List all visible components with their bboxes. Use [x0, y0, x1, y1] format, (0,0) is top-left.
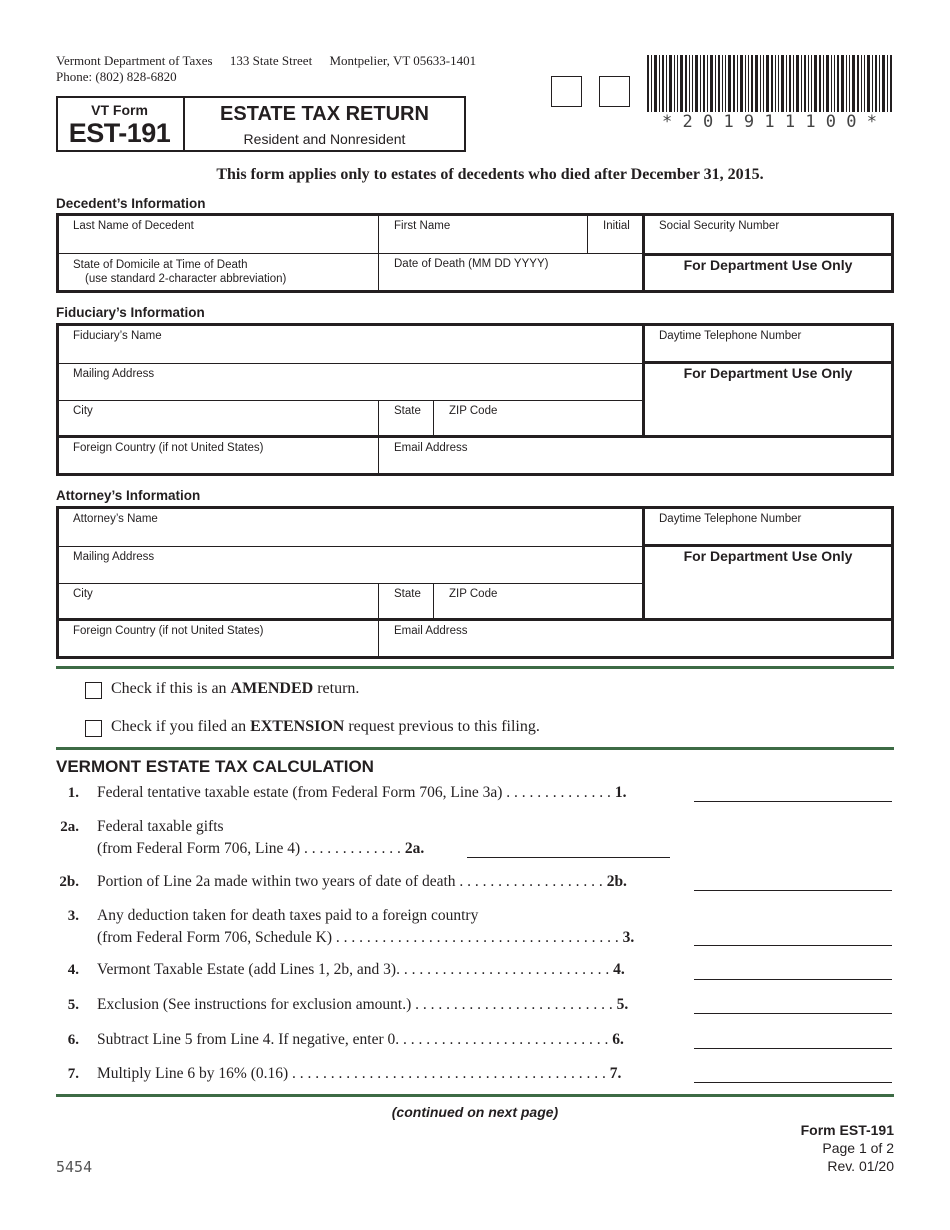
form-subtitle: Resident and Nonresident	[243, 131, 406, 147]
fiduciary-zip-field[interactable]: ZIP Code	[449, 405, 498, 417]
footer-code: 5454	[56, 1158, 93, 1176]
attorney-phone-field[interactable]: Daytime Telephone Number	[659, 513, 802, 525]
fiduciary-name-field[interactable]: Fiduciary’s Name	[73, 330, 162, 342]
agency-phone: Phone: (802) 828-6820	[56, 69, 177, 84]
fiduciary-section-heading: Fiduciary’s Information	[56, 305, 205, 320]
line-3-input[interactable]	[694, 945, 892, 946]
attorney-country-field[interactable]: Foreign Country (if not United States)	[73, 625, 264, 637]
extension-checkbox[interactable]	[85, 720, 102, 737]
line-label: Portion of Line 2a made within two years of date of death . . . . . . . . . . . . . . . . . . . 2b.	[97, 873, 627, 890]
footer-page: Page 1 of 2	[822, 1140, 894, 1156]
fiduciary-phone-field[interactable]: Daytime Telephone Number	[659, 330, 802, 342]
line-7-input[interactable]	[694, 1082, 892, 1083]
attorney-city-field[interactable]: City	[73, 588, 93, 600]
line-label: (from Federal Form 706, Line 4) . . . . . . . . . . . . . 2a.	[97, 840, 425, 857]
scan-box-left	[551, 76, 582, 107]
form-number: EST-191	[68, 118, 171, 148]
fiduciary-city-field[interactable]: City	[73, 405, 93, 417]
agency-address-line	[56, 53, 476, 69]
attorney-email-field[interactable]: Email Address	[394, 625, 468, 637]
form-id-box	[56, 96, 466, 152]
attorney-state-field[interactable]: State	[394, 588, 421, 600]
form-applicability-notice: This form applies only to estates of decedents who died after December 31, 2015.	[216, 166, 764, 183]
fiduciary-email-field[interactable]: Email Address	[394, 442, 468, 454]
decedent-grid	[56, 213, 894, 293]
amended-label: Check if this is an AMENDED return.	[111, 680, 360, 697]
barcode-icon	[647, 55, 892, 112]
fiduciary-state-field[interactable]: State	[394, 405, 421, 417]
domicile-field[interactable]	[59, 254, 378, 290]
fiduciary-country-field[interactable]: Foreign Country (if not United States)	[73, 442, 264, 454]
domicile-label: State of Domicile at Time of Death	[73, 259, 248, 271]
decedent-dept-use: For Department Use Only	[683, 257, 853, 273]
fiduciary-address-field[interactable]: Mailing Address	[73, 368, 155, 380]
attorney-section-heading: Attorney’s Information	[56, 488, 201, 503]
attorney-name-field[interactable]: Attorney’s Name	[73, 513, 158, 525]
initial-field[interactable]: Initial	[603, 220, 630, 232]
agency-city: Montpelier, VT 05633-1401	[329, 53, 477, 68]
line-label: Exclusion (See instructions for exclusion amount.) . . . . . . . . . . . . . . . . . . . . . . . . . . 5.	[97, 996, 629, 1013]
line-number: 4.	[67, 962, 79, 978]
line-label: Federal taxable gifts	[97, 818, 224, 835]
attorney-dept-use: For Department Use Only	[683, 548, 853, 564]
section-divider	[56, 747, 894, 750]
agency-street: 133 State Street	[229, 53, 313, 68]
line-number: 2b.	[59, 874, 79, 890]
line-number: 5.	[67, 997, 79, 1013]
ssn-field[interactable]: Social Security Number	[659, 220, 780, 232]
line-6-input[interactable]	[694, 1048, 892, 1049]
line-2b-input[interactable]	[694, 890, 892, 891]
attorney-grid	[56, 506, 894, 659]
amended-checkbox[interactable]	[85, 682, 102, 699]
form-label: VT Form	[91, 102, 148, 118]
line-2a-input[interactable]	[467, 857, 670, 858]
line-label: Subtract Line 5 from Line 4. If negative, enter 0. . . . . . . . . . . . . . . . . . . . . . . . . . . . 6.	[97, 1031, 624, 1048]
line-number: 6.	[67, 1032, 79, 1048]
line-4-input[interactable]	[694, 979, 892, 980]
attorney-address-field[interactable]: Mailing Address	[73, 551, 155, 563]
line-number: 3.	[67, 908, 79, 924]
attorney-zip-field[interactable]: ZIP Code	[449, 588, 498, 600]
domicile-hint: (use standard 2-character abbreviation)	[85, 273, 287, 285]
footer-form-id: Form EST-191	[800, 1122, 894, 1138]
continued-note: (continued on next page)	[391, 1104, 559, 1120]
barcode-text: * 2 0 1 9 1 1 1 0 0 *	[662, 112, 877, 132]
date-of-death-field[interactable]: Date of Death (MM DD YYYY)	[394, 258, 549, 270]
form-title: ESTATE TAX RETURN	[220, 103, 429, 125]
line-1-input[interactable]	[694, 801, 892, 802]
decedent-section-heading: Decedent’s Information	[56, 196, 206, 211]
line-label: Vermont Taxable Estate (add Lines 1, 2b, and 3). . . . . . . . . . . . . . . . . . . . . . . . . . . . 4.	[97, 961, 625, 978]
line-label: Federal tentative taxable estate (from Federal Form 706, Line 3a) . . . . . . . . . . . . . . 1.	[97, 784, 627, 801]
fiduciary-grid	[56, 323, 894, 476]
extension-label: Check if you filed an EXTENSION request previous to this filing.	[111, 718, 540, 735]
line-number: 7.	[67, 1066, 79, 1082]
line-5-input[interactable]	[694, 1013, 892, 1014]
footer-revision: Rev. 01/20	[827, 1158, 894, 1174]
line-label: Any deduction taken for death taxes paid to a foreign country	[97, 907, 479, 924]
section-divider	[56, 666, 894, 669]
line-label: (from Federal Form 706, Schedule K) . . . . . . . . . . . . . . . . . . . . . . . . . . . . . . . . . . . . . 3.	[97, 929, 635, 946]
last-name-field[interactable]: Last Name of Decedent	[73, 220, 194, 232]
agency-name: Vermont Department of Taxes	[56, 53, 213, 68]
line-number: 1.	[67, 785, 79, 801]
line-label: Multiply Line 6 by 16% (0.16) . . . . . . . . . . . . . . . . . . . . . . . . . . . . . . . . . . . . . . . . . 7.	[97, 1065, 622, 1082]
fiduciary-dept-use: For Department Use Only	[683, 365, 853, 381]
scan-box-right	[599, 76, 630, 107]
calculation-heading: VERMONT ESTATE TAX CALCULATION	[56, 757, 374, 776]
first-name-field[interactable]: First Name	[394, 220, 451, 232]
line-number: 2a.	[60, 819, 79, 835]
section-divider	[56, 1094, 894, 1097]
